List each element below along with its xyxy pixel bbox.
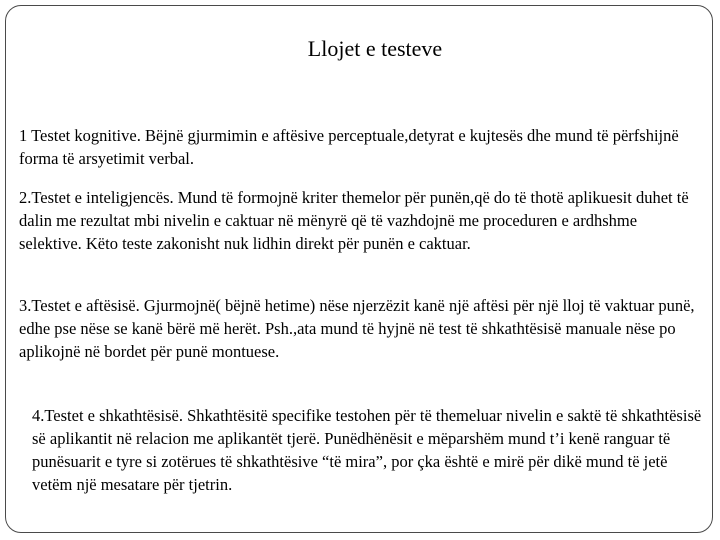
paragraph-aptitude-tests: 3.Testet e aftësisë. Gjurmojnë( bëjnë hetime) nëse njerzëzit kanë një aftësi për një lloj të vaktuar punë, edhe pse nëse se kanë bërë më herët. Psh.,ata mund të hyjnë në test të shkathtësisë manuale nëse po aplikojnë në bordet për punë montuese. (19, 296, 695, 361)
paragraph-intelligence-tests: 2.Testet e inteligjencës. Mund të formojnë kriter themelor për punën,që do të thotë aplikuesit duhet të dalin me rezultat mbi nivelin e caktuar në mënyrë që të vazhdojnë me proceduren e ardhshme selektive. Këto teste zakonisht nuk lidhin direkt për punën e caktuar. (19, 188, 689, 253)
slide-frame (5, 5, 713, 533)
paragraph-skill-tests: 4.Testet e shkathtësisë. Shkathtësitë specifike testohen për të themeluar nivelin e saktë të shkathtësisë së aplikantit në relacion me aplikantët tjerë. Punëdhënësit e mëparshëm mund t’i kenë ranguar të punësuarit e tyre si zotërues të shkathtësive “të mira”, por çka është e mirë për dikë mund të jetë vetëm një mesatare për tjetrin. (32, 406, 702, 494)
slide-title: Llojet e testeve (307, 36, 443, 61)
paragraph-cognitive-tests: 1 Testet kognitive. Bëjnë gjurmimin e aftësive perceptuale,detyrat e kujtesës dhe mund të përfshijnë forma të arsyetimit verbal. (19, 126, 679, 168)
